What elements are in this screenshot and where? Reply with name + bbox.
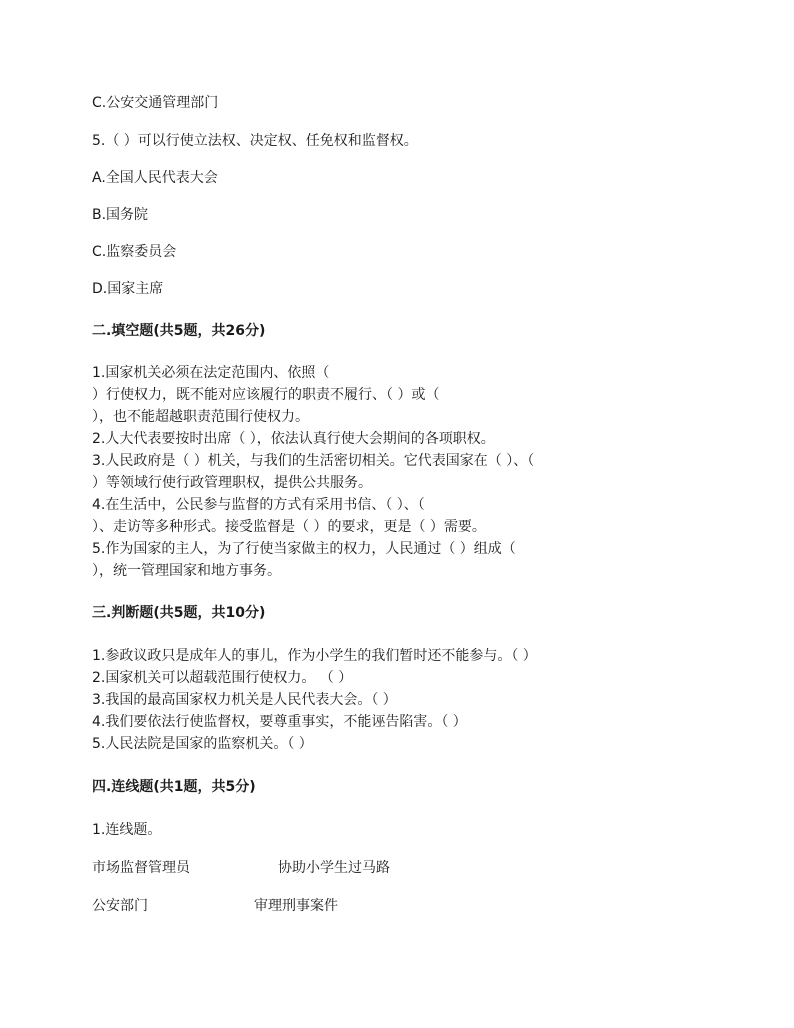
question-5: 5.（ ）可以行使立法权、决定权、任免权和监督权。 [92, 133, 418, 149]
q5-option-d: D.国家主席 [92, 281, 164, 297]
fill-line: ），也不能超越职责范围行使权力。 [92, 409, 309, 425]
option-c-prev: C.公安交通管理部门 [92, 95, 219, 111]
judge-line: 5.人民法院是国家的监察机关。（ ） [92, 736, 313, 752]
section-2-heading: 二.填空题(共5题，共26分) [92, 323, 266, 339]
match-right-item: 协助小学生过马路 [278, 860, 390, 876]
fill-line: ），统一管理国家和地方事务。 [92, 563, 281, 579]
fill-line: 1.国家机关必须在法定范围内、依照（ [92, 365, 330, 381]
judge-line: 4.我们要依法行使监督权，要尊重事实，不能诬告陷害。（ ） [92, 714, 467, 730]
q5-option-c: C.监察委员会 [92, 244, 177, 260]
judge-line: 1.参政议政只是成年人的事儿，作为小学生的我们暂时还不能参与。（ ） [92, 648, 537, 664]
section-3-heading: 三.判断题(共5题，共10分) [92, 605, 266, 621]
judge-line: 3.我国的最高国家权力机关是人民代表大会。（ ） [92, 692, 397, 708]
fill-line: ）行使权力，既不能对应该履行的职责不履行、（ ）或（ [92, 387, 440, 403]
match-left-item: 公安部门 [92, 898, 148, 914]
match-question: 1.连线题。 [92, 822, 162, 838]
q5-option-a: A.全国人民代表大会 [92, 170, 218, 186]
fill-line: 3.人民政府是（ ）机关，与我们的生活密切相关。它代表国家在（ ）、（ [92, 453, 535, 469]
fill-line: 4.在生活中，公民参与监督的方式有采用书信、（ ）、（ [92, 497, 425, 513]
match-right-item: 审理刑事案件 [254, 898, 338, 914]
fill-line: ）等领域行使行政管理职权，提供公共服务。 [92, 475, 372, 491]
fill-line: 5.作为国家的主人，为了行使当家做主的权力，人民通过（ ）组成（ [92, 541, 516, 557]
q5-option-b: B.国务院 [92, 207, 149, 223]
fill-line: ）、走访等多种形式。接受监督是（ ）的要求，更是（ ）需要。 [92, 519, 486, 535]
match-left-item: 市场监督管理员 [92, 860, 190, 876]
section-4-heading: 四.连线题(共1题，共5分) [92, 779, 256, 795]
judge-line: 2.国家机关可以超载范围行使权力。 （ ） [92, 670, 353, 686]
fill-line: 2.人大代表要按时出席（ ），依法认真行使大会期间的各项职权。 [92, 431, 495, 447]
